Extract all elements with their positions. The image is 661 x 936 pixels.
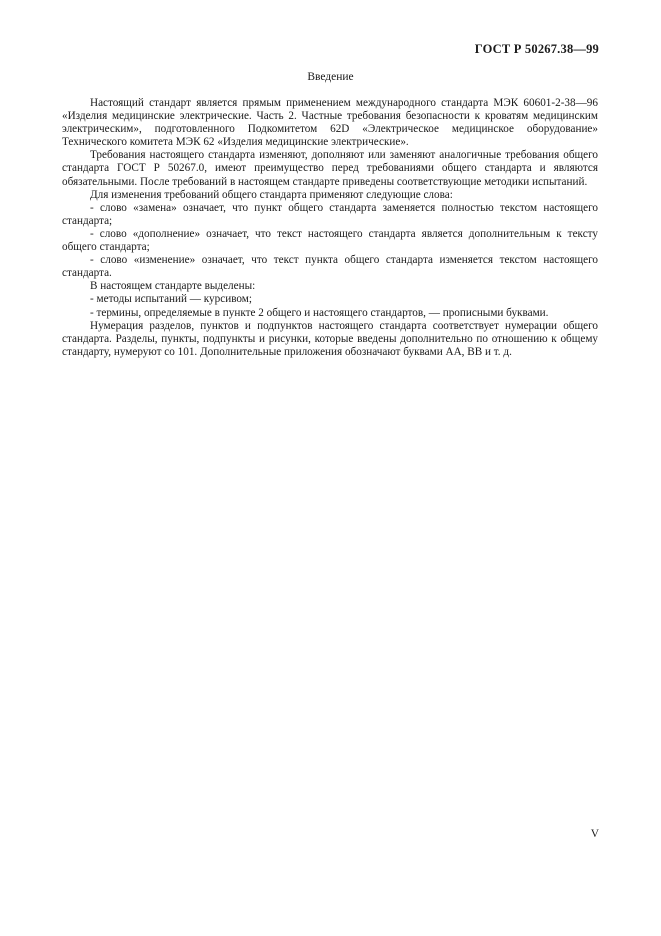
paragraph-highlighting-lead: В настоящем стандарте выделены:: [90, 280, 256, 293]
list-item-test-methods: - методы испытаний — курсивом;: [90, 293, 252, 306]
document-header: ГОСТ Р 50267.38—99: [474, 42, 599, 56]
list-item-terms: - термины, определяемые в пункте 2 общего и настоящего стандартов, — прописными буквами.: [90, 306, 549, 319]
paragraph-requirements: Требования настоящего стандарта изменяют, дополняют или заменяют аналогичные требования общего стандарта ГОСТ Р 50267.0, имеют преимущество перед требованиями общего стандарта и являются обязательными. После требований в настоящем стандарте приведены соответствующие методики испытаний.: [62, 149, 598, 188]
page-number: V: [590, 828, 599, 840]
paragraph-numbering: Нумерация разделов, пунктов и подпунктов настоящего стандарта соответствует нумерации общего стандарта. Разделы, пункты, подпункты и рисунки, которые введены дополнительно по отношению к общему стандарту, нумеруют со 101. Дополнительные приложения обозначают буквами AA, BB и т. д.: [62, 319, 598, 358]
paragraph-words-lead: Для изменения требований общего стандарта применяют следующие слова:: [90, 188, 453, 201]
section-title: Введение: [307, 71, 354, 83]
list-item-replacement: - слово «замена» означает, что пункт общего стандарта заменяется полностью текстом настоящего стандарта;: [62, 201, 598, 227]
list-item-change: - слово «изменение» означает, что текст пункта общего стандарта изменяется текстом настоящего стандарта.: [62, 254, 598, 280]
paragraph-intro: Настоящий стандарт является прямым применением международного стандарта МЭК 60601-2-38—96 «Изделия медицинские электрические. Часть 2. Частные требования безопасности к кроватям медицинским электрическим», подготовленного Подкомитетом 62D «Электрическое медицинское оборудование» Технического комитета МЭК 62 «Изделия медицинские электрические».: [62, 97, 598, 149]
list-item-addition: - слово «дополнение» означает, что текст настоящего стандарта является дополнительным к тексту общего стандарта;: [62, 227, 598, 254]
document-body: [62, 97, 598, 359]
